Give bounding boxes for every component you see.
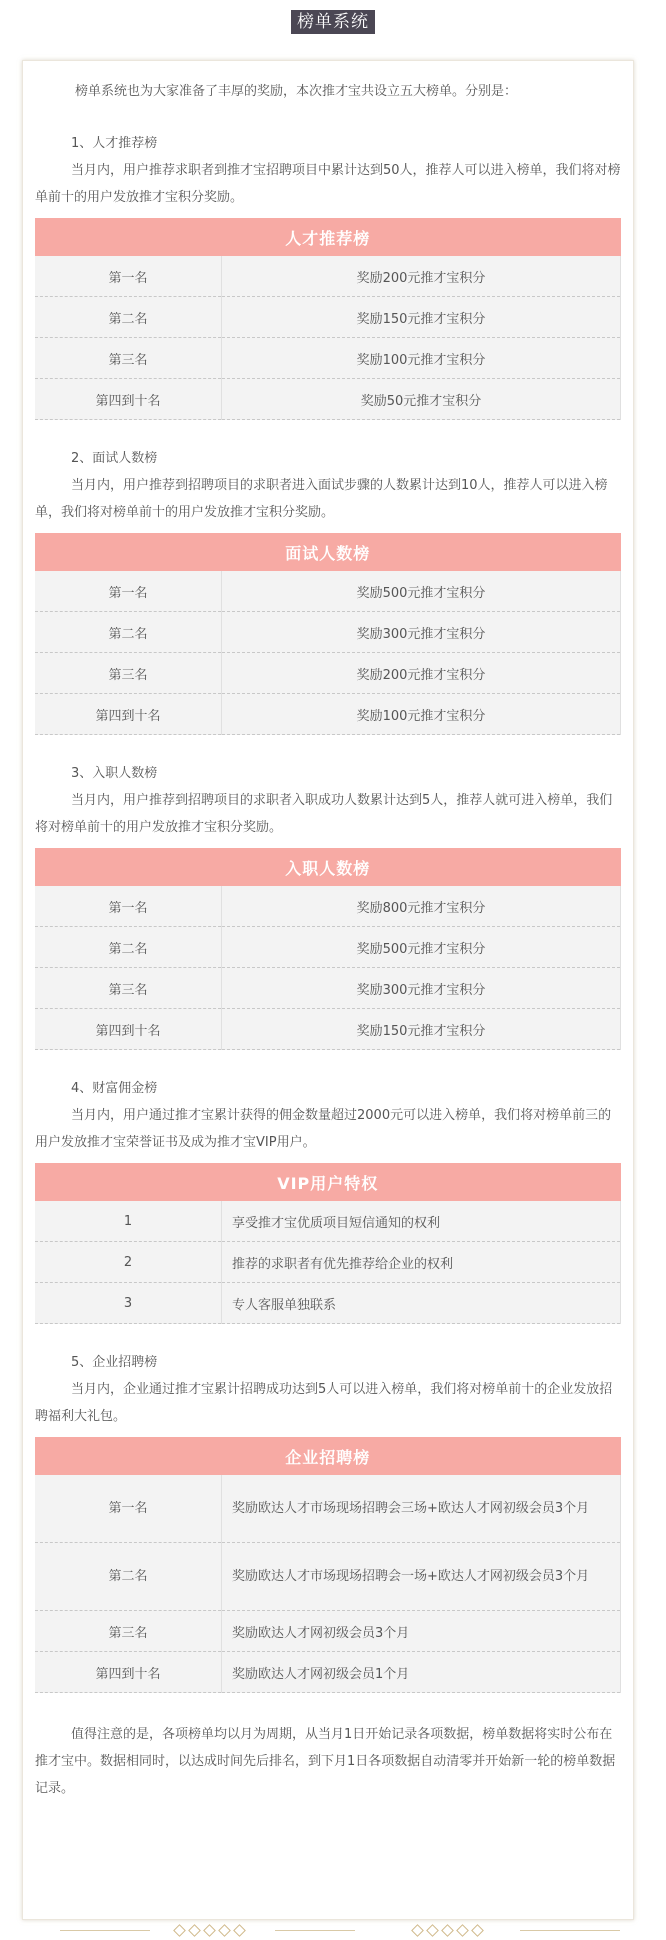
table-title: 面试人数榜 [35, 533, 621, 571]
rank-cell: 第一名 [35, 1475, 222, 1543]
diamond-ornament-icon [172, 1920, 247, 1940]
index-cell: 2 [35, 1242, 222, 1283]
privilege-cell: 专人客服单独联系 [222, 1283, 621, 1324]
reward-cell: 奖励500元推才宝积分 [222, 927, 621, 968]
section-heading: 2、面试人数榜 [71, 451, 158, 466]
ranking-table [35, 1437, 621, 1693]
table-title: 入职人数榜 [35, 848, 621, 886]
table-row [35, 338, 621, 379]
rank-cell: 第二名 [35, 612, 222, 653]
table-row [35, 256, 621, 297]
reward-cell: 奖励800元推才宝积分 [222, 886, 621, 927]
reward-cell: 奖励欧达人才网初级会员3个月 [222, 1611, 621, 1652]
reward-cell: 奖励500元推才宝积分 [222, 571, 621, 612]
table-title: VIP用户特权 [35, 1163, 621, 1201]
section-body: 当月内，用户推荐到招聘项目的求职者进入面试步骤的人数累计达到10人，推荐人可以进入榜单，我们将对榜单前十的用户发放推才宝积分奖励。 [35, 478, 608, 520]
table-row [35, 1543, 621, 1611]
diamond-ornament-icon [410, 1920, 485, 1940]
rank-cell: 第三名 [35, 338, 222, 379]
reward-cell: 奖励150元推才宝积分 [222, 297, 621, 338]
content-card [22, 60, 634, 1920]
rank-cell: 第三名 [35, 653, 222, 694]
rank-cell: 第四到十名 [35, 694, 222, 735]
index-cell: 3 [35, 1283, 222, 1324]
section-body: 当月内，企业通过推才宝累计招聘成功达到5人可以进入榜单，我们将对榜单前十的企业发放招聘福利大礼包。 [35, 1382, 613, 1424]
rank-cell: 第四到十名 [35, 1652, 222, 1693]
ranking-table [35, 848, 621, 1050]
divider-line [520, 1930, 620, 1931]
section-heading: 3、入职人数榜 [71, 766, 158, 781]
section-heading: 5、企业招聘榜 [71, 1355, 158, 1370]
divider-line [60, 1930, 150, 1931]
rank-cell: 第一名 [35, 886, 222, 927]
section-body: 当月内，用户推荐求职者到推才宝招聘项目中累计达到50人，推荐人可以进入榜单，我们将对榜单前十的用户发放推才宝积分奖励。 [35, 163, 621, 205]
reward-cell: 奖励100元推才宝积分 [222, 694, 621, 735]
section-body: 当月内，用户推荐到招聘项目的求职者入职成功人数累计达到5人，推荐人就可进入榜单，我们将对榜单前十的用户发放推才宝积分奖励。 [35, 793, 613, 835]
reward-cell: 奖励100元推才宝积分 [222, 338, 621, 379]
table-row [35, 694, 621, 735]
index-cell: 1 [35, 1201, 222, 1242]
table-row [35, 1201, 621, 1242]
table-row [35, 297, 621, 338]
reward-cell: 奖励300元推才宝积分 [222, 612, 621, 653]
divider-line [275, 1930, 355, 1931]
section-heading: 1、人才推荐榜 [71, 136, 158, 151]
table-row [35, 1242, 621, 1283]
table-row [35, 1009, 621, 1050]
reward-cell: 奖励150元推才宝积分 [222, 1009, 621, 1050]
reward-cell: 奖励200元推才宝积分 [222, 653, 621, 694]
vip-privilege-table [35, 1163, 621, 1324]
note-text: 值得注意的是，各项榜单均以月为周期，从当月1日开始记录各项数据，榜单数据将实时公布在推才宝中。数据相同时，以达成时间先后排名，到下月1日各项数据自动清零并开始新一轮的榜单数据记录。 [35, 1727, 616, 1796]
privilege-cell: 享受推才宝优质项目短信通知的权利 [222, 1201, 621, 1242]
table-row [35, 379, 621, 420]
rank-cell: 第三名 [35, 1611, 222, 1652]
title-bar [0, 0, 666, 44]
reward-cell: 奖励300元推才宝积分 [222, 968, 621, 1009]
ranking-table [35, 218, 621, 420]
page-title: 榜单系统 [291, 10, 375, 34]
table-title: 人才推荐榜 [35, 218, 621, 256]
table-row [35, 1611, 621, 1652]
table-title: 企业招聘榜 [35, 1437, 621, 1475]
ranking-table [35, 533, 621, 735]
section-heading: 4、财富佣金榜 [71, 1081, 158, 1096]
rank-cell: 第二名 [35, 297, 222, 338]
intro-text: 榜单系统也为大家准备了丰厚的奖励，本次推才宝共设立五大榜单。分别是： [75, 84, 518, 99]
reward-cell: 奖励50元推才宝积分 [222, 379, 621, 420]
reward-cell: 奖励欧达人才网初级会员1个月 [222, 1652, 621, 1693]
table-row [35, 1475, 621, 1543]
rank-cell: 第三名 [35, 968, 222, 1009]
rank-cell: 第四到十名 [35, 379, 222, 420]
rank-cell: 第一名 [35, 571, 222, 612]
section-body: 当月内，用户通过推才宝累计获得的佣金数量超过2000元可以进入榜单，我们将对榜单前三的用户发放推才宝荣誉证书及成为推才宝VIP用户。 [35, 1108, 612, 1150]
table-row [35, 1652, 621, 1693]
table-row [35, 927, 621, 968]
table-row [35, 571, 621, 612]
privilege-cell: 推荐的求职者有优先推荐给企业的权利 [222, 1242, 621, 1283]
rank-cell: 第二名 [35, 927, 222, 968]
reward-cell: 奖励欧达人才市场现场招聘会一场+欧达人才网初级会员3个月 [222, 1543, 621, 1611]
rank-cell: 第二名 [35, 1543, 222, 1611]
rank-cell: 第一名 [35, 256, 222, 297]
table-row [35, 886, 621, 927]
rank-cell: 第四到十名 [35, 1009, 222, 1050]
table-row [35, 653, 621, 694]
reward-cell: 奖励欧达人才市场现场招聘会三场+欧达人才网初级会员3个月 [222, 1475, 621, 1543]
footer-ornament [0, 1920, 666, 1940]
reward-cell: 奖励200元推才宝积分 [222, 256, 621, 297]
table-row [35, 612, 621, 653]
table-row [35, 968, 621, 1009]
table-row [35, 1283, 621, 1324]
